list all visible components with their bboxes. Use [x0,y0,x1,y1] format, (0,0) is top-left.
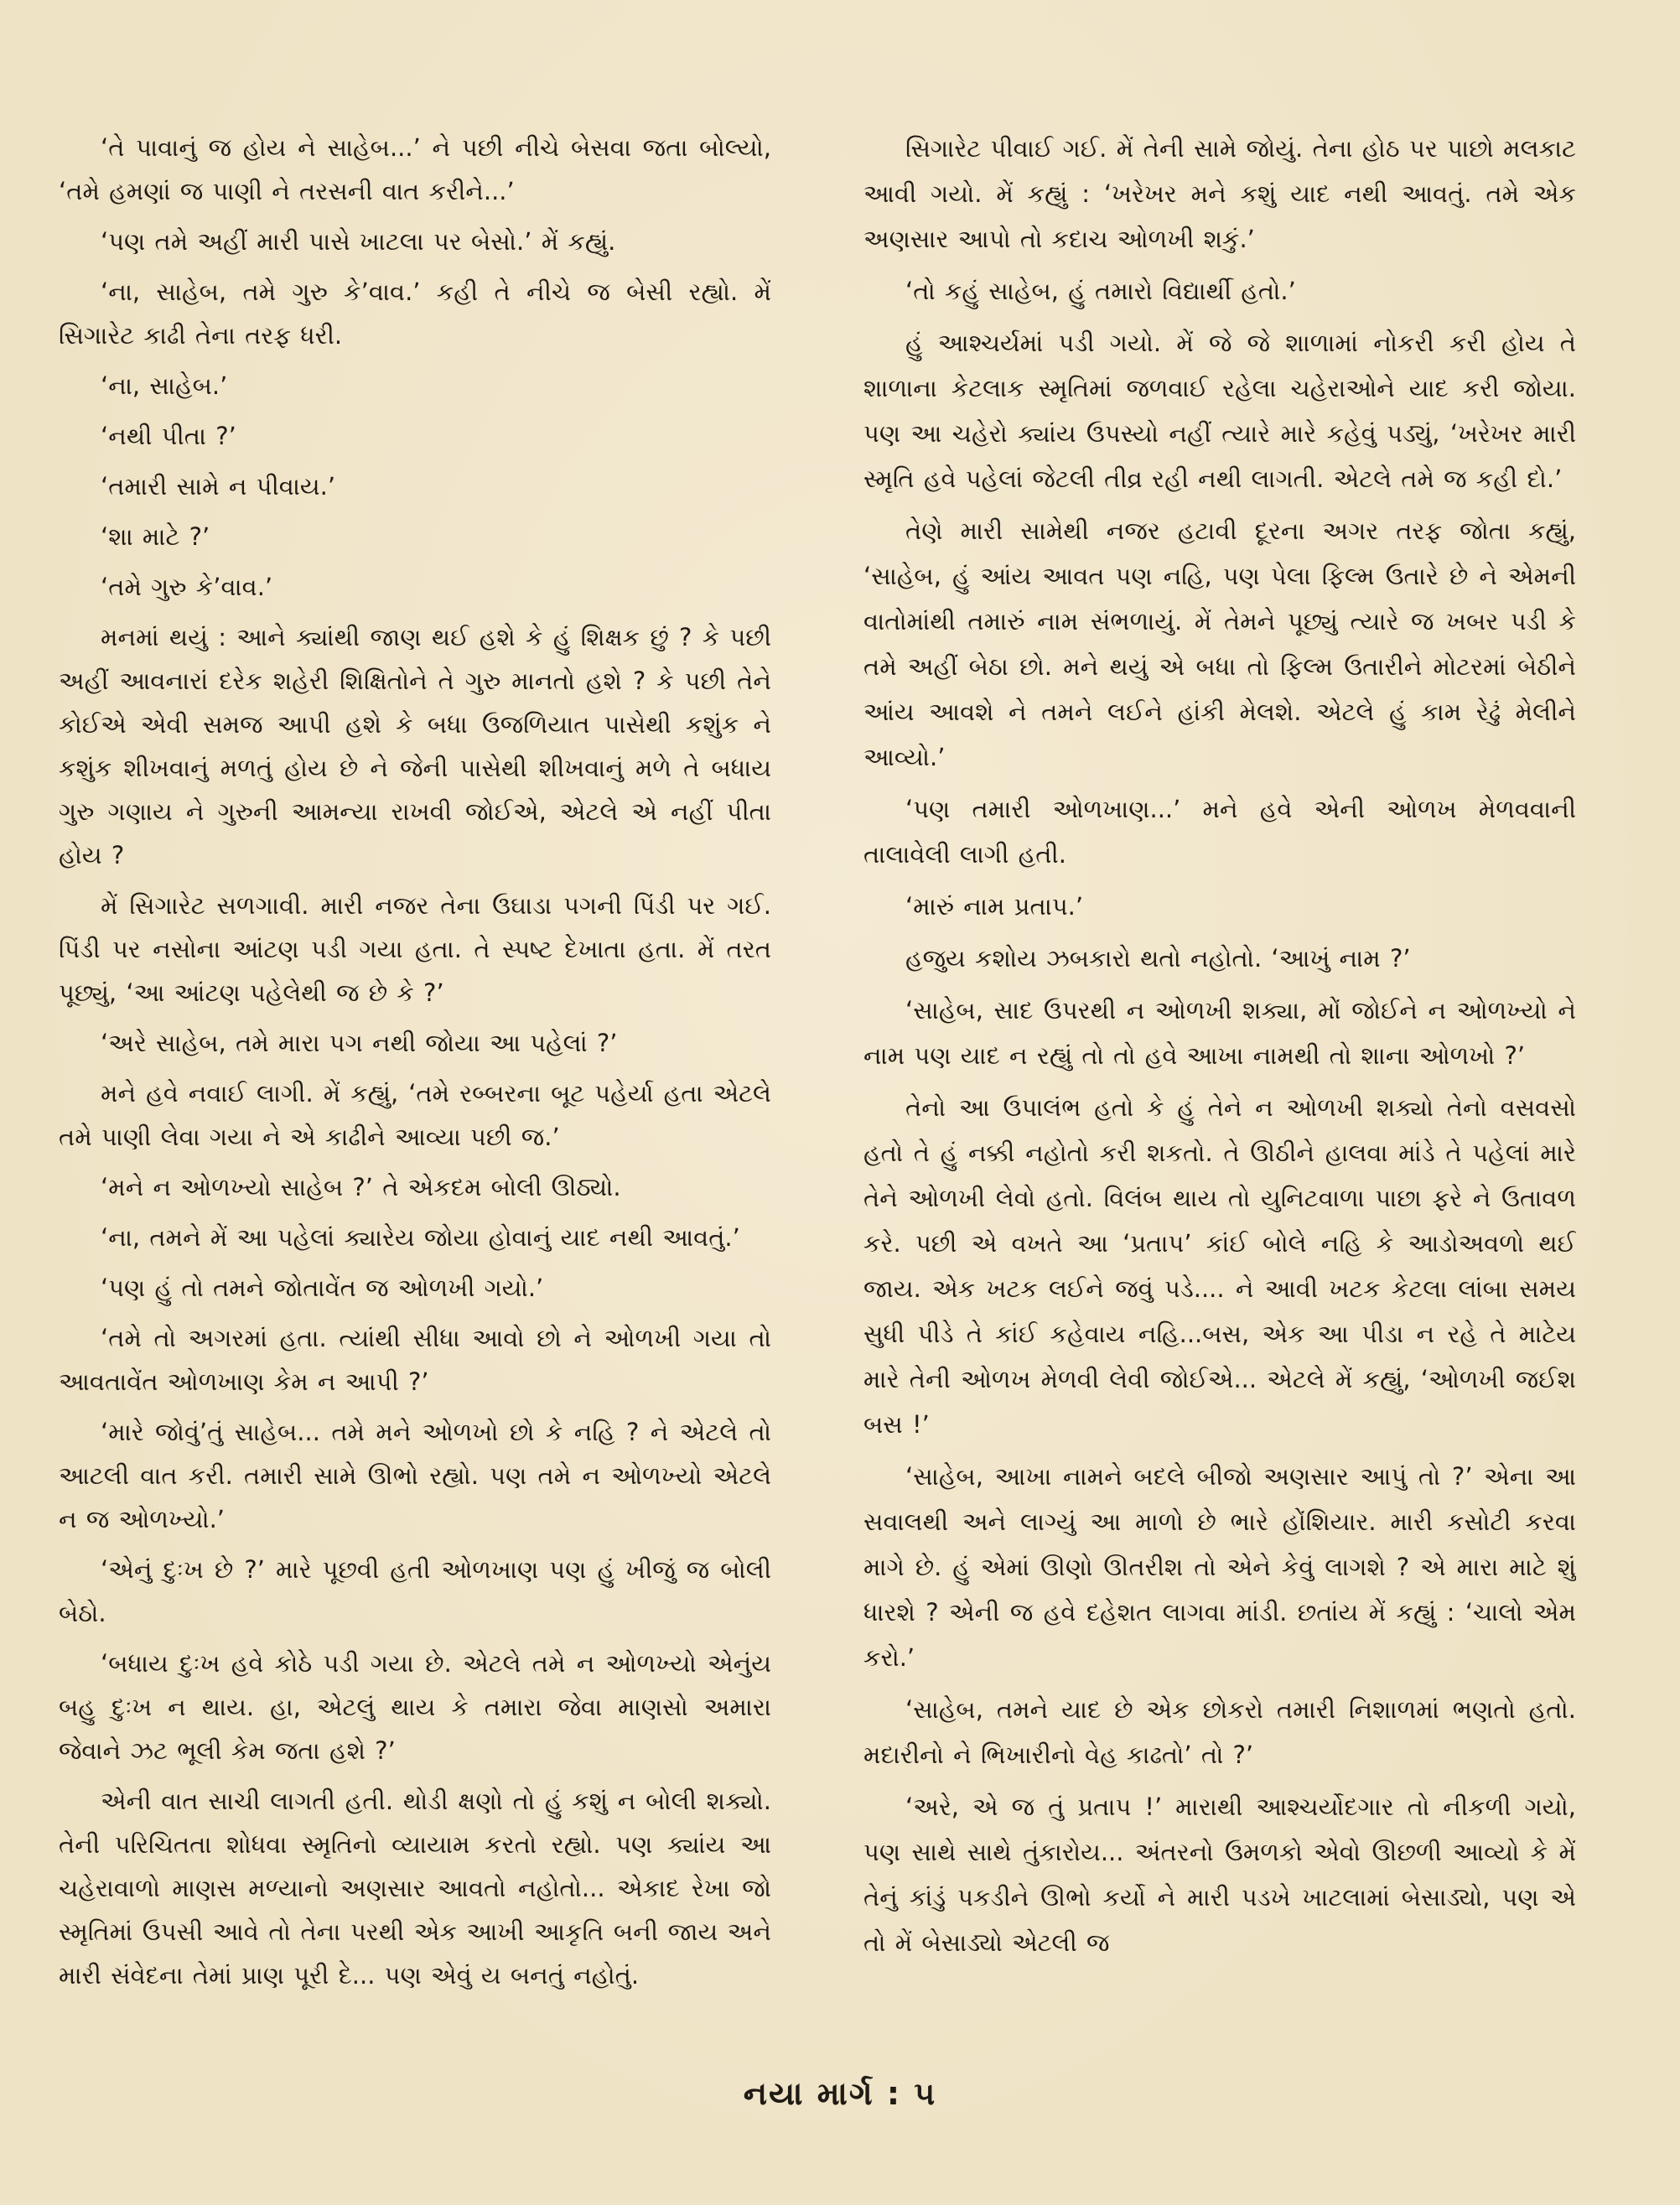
paragraph: ‘ના, સાહેબ.’ [101,371,228,400]
paragraph: ‘બધાય દુઃખ હવે કોઠે પડી ગયા છે. એટલે તમે ન ઓળખ્યો એનુંય બહુ દુઃખ ન થાય. હા, એટલું થાય કે તમારા જેવા માણસો અમારા જેવાને ઝટ ભૂલી કેમ જતા હશે ?’ [59,1649,771,1765]
paragraph: ‘ના, સાહેબ, તમે ગુરુ કે’વાવ.’ કહી તે નીચે જ બેસી રહ્યો. મેં સિગારેટ કાઢી તેના તરફ ધરી. [59,278,771,350]
left-column [59,126,771,2012]
paragraph: ‘સાહેબ, આખા નામને બદલે બીજો અણસાર આપું તો ?’ એના આ સવાલથી અને લાગ્યું આ માળો છે ભારે હોંશિયાર. મારી કસોટી કરવા માગે છે. હું એમાં ઊણો ઊતરીશ તો એને કેવું લાગશે ? એ મારા માટે શું ધારશે ? એની જ હવે દહેશત લાગવા માંડી. છતાંય મેં કહ્યું : ‘ચાલો એમ કરો.’ [863,1462,1576,1672]
page-footer: નયા માર્ગ : ૫ [743,2075,937,2112]
paragraph: મેં સિગારેટ સળગાવી. મારી નજર તેના ઉઘાડા પગની પિંડી પર ગઈ. પિંડી પર નસોના આંટણ પડી ગયા હતા. તે સ્પષ્ટ દેખાતા હતા. મેં તરત પૂછ્યું, ‘આ આંટણ પહેલેથી જ છે કે ?’ [59,891,771,1007]
paragraph: ‘મને ન ઓળખ્યો સાહેબ ?’ તે એકદમ બોલી ઊઠ્યો. [101,1173,621,1201]
paragraph: ‘મારે જોવું’તું સાહેબ... તમે મને ઓળખો છો કે નહિ ? ને એટલે તો આટલી વાત કરી. તમારી સામે ઊભો રહ્યો. પણ તમે ન ઓળખ્યો એટલે ન જ ઓળખ્યો.’ [59,1418,771,1533]
paragraph: સિગારેટ પીવાઈ ગઈ. મેં તેની સામે જોયું. તેના હોઠ પર પાછો મલકાટ આવી ગયો. મેં કહ્યું : ‘ખરેખર મને કશું યાદ નથી આવતું. તમે એક અણસાર આપો તો કદાચ ઓળખી શકું.’ [863,134,1576,253]
paragraph: હજુય કશોય ઝબકારો થતો નહોતો. ‘આખું નામ ?’ [905,944,1411,973]
paragraph: એની વાત સાચી લાગતી હતી. થોડી ક્ષણો તો હું કશું ન બોલી શક્યો. તેની પરિચિતતા શોધવા સ્મૃતિનો વ્યાયામ કરતો રહ્યો. પણ ક્યાંય આ ચહેરાવાળો માણસ મળ્યાનો અણસાર આવતો નહોતો... એકાદ રેખા જો સ્મૃતિમાં ઉપસી આવે તો તેના પરથી એક આખી આકૃતિ બની જાય અને મારી સંવેદના તેમાં પ્રાણ પૂરી દે... પણ એવું ય બનતું નહોતું. [59,1787,771,1990]
paragraph: ‘સાહેબ, તમને યાદ છે એક છોકરો તમારી નિશાળમાં ભણતો હતો. મદારીનો ને ભિખારીનો વેહ કાઢતો’ તો ?’ [863,1695,1576,1769]
paragraph: તેણે મારી સામેથી નજર હટાવી દૂરના અગર તરફ જોતા કહ્યું, ‘સાહેબ, હું આંય આવત પણ નહિ, પણ પેલા ફિલ્મ ઉતારે છે ને એમની વાતોમાંથી તમારું નામ સંભળાયું. મેં તેમને પૂછ્યું ત્યારે જ ખબર પડી કે તમે અહીં બેઠા છો. મને થયું એ બધા તો ફિલ્મ ઉતારીને મોટરમાં બેઠીને આંય આવશે ને તમને લઈને હાંકી મેલશે. એટલે હું કામ રેઢું મેલીને આવ્યો.’ [863,516,1576,771]
paragraph: તેનો આ ઉપાલંભ હતો કે હું તેને ન ઓળખી શક્યો તેનો વસવસો હતો તે હું નક્કી નહોતો કરી શકતો. તે ઊઠીને હાલવા માંડે તે પહેલાં મારે તેને ઓળખી લેવો હતો. વિલંબ થાય તો યુનિટવાળા પાછા ફરે ને ઉતાવળ કરે. પછી એ વખતે આ ‘પ્રતાપ’ કાંઈ બોલે નહિ કે આડોઅવળો થઈ જાય. એક ખટક લઈને જવું પડે.... ને આવી ખટક કેટલા લાંબા સમય સુધી પીડે તે કાંઈ કહેવાય નહિ...બસ, એક આ પીડા ન રહે તે માટેય મારે તેની ઓળખ મેળવી લેવી જોઈએ... એટલે મેં કહ્યું, ‘ઓળખી જઈશ બસ !’ [863,1093,1576,1439]
paragraph: ‘અરે, એ જ તું પ્રતાપ !’ મારાથી આશ્ચર્યોદગાર તો નીકળી ગયો, પણ સાથે સાથે તુંકારોય... અંતરનો ઉમળકો એવો ઊછળી આવ્યો કે મેં તેનું કાંડું પકડીને ઊભો કર્યો ને મારી પડખે ખાટલામાં બેસાડ્યો, પણ એ તો મેં બેસાડ્યો એટલી જ [863,1793,1576,1957]
paragraph: ‘તો કહું સાહેબ, હું તમારો વિદ્યાર્થી હતો.’ [905,277,1296,305]
paragraph: ‘ના, તમને મેં આ પહેલાં ક્યારેય જોયા હોવાનું યાદ નથી આવતું.’ [101,1223,740,1252]
paragraph: ‘શા માટે ?’ [101,522,210,551]
paragraph: ‘પણ તમે અહીં મારી પાસે ખાટલા પર બેસો.’ મેં કહ્યું. [101,227,616,256]
paragraph: ‘તે પાવાનું જ હોય ને સાહેબ...’ ને પછી નીચે બેસવા જતા બોલ્યો, ‘તમે હમણાં જ પાણી ને તરસની વાત કરીને...’ [59,133,771,205]
paragraph: મને હવે નવાઈ લાગી. મેં કહ્યું, ‘તમે રબ્બરના બૂટ પહેર્યા હતા એટલે તમે પાણી લેવા ગયા ને એ કાઢીને આવ્યા પછી જ.’ [59,1079,771,1151]
paragraph: ‘મારું નામ પ્રતાપ.’ [905,892,1084,921]
paragraph: મનમાં થયું : આને ક્યાંથી જાણ થઈ હશે કે હું શિક્ષક છું ? કે પછી અહીં આવનારાં દરેક શહેરી શિક્ષિતોને તે ગુરુ માનતો હશે ? કે પછી તેને કોઈએ એવી સમજ આપી હશે કે બધા ઉજળિયાત પાસેથી કશુંક ને કશુંક શીખવાનું મળતું હોય છે ને જેની પાસેથી શીખવાનું મળે તે બધાય ગુરુ ગણાય ને ગુરુની આમન્યા રાખવી જોઈએ, એટલે એ નહીં પીતા હોય ? [59,623,771,869]
paragraph: ‘પણ હું તો તમને જોતાવેંત જ ઓળખી ગયો.’ [101,1274,544,1302]
paragraph: ‘અરે સાહેબ, તમે મારા પગ નથી જોયા આ પહેલાં ?’ [101,1029,618,1057]
paragraph: ‘તમારી સામે ન પીવાય.’ [101,472,336,501]
paragraph: ‘એનું દુઃખ છે ?’ મારે પૂછવી હતી ઓળખાણ પણ હું ખીજું જ બોલી બેઠો. [59,1555,771,1627]
paragraph: ‘તમે તો અગરમાં હતા. ત્યાંથી સીધા આવો છો ને ઓળખી ગયા તો આવતાવેંત ઓળખાણ કેમ ન આપી ?’ [59,1324,771,1396]
right-column [863,126,1576,2012]
paragraph: ‘તમે ગુરુ કે’વાવ.’ [101,573,273,601]
paragraph: ‘સાહેબ, સાદ ઉપરથી ન ઓળખી શક્યા, મોં જોઈને ન ઓળખ્યો ને નામ પણ યાદ ન રહ્યું તો તો હવે આખા નામથી તો શાના ઓળખો ?’ [863,996,1576,1070]
paragraph: ‘નથી પીતા ?’ [101,422,236,450]
paragraph: હું આશ્ચર્યમાં પડી ગયો. મેં જે જે શાળામાં નોકરી કરી હોય તે શાળાના કેટલાક સ્મૃતિમાં જળવાઈ રહેલા ચહેરાઓને યાદ કરી જોયા. પણ આ ચહેરો ક્યાંય ઉપસ્યો નહીં ત્યારે મારે કહેવું પડ્યું, ‘ખરેખર મારી સ્મૃતિ હવે પહેલાં જેટલી તીવ્ર રહી નથી લાગતી. એટલે તમે જ કહી દો.’ [863,329,1576,493]
paragraph: ‘પણ તમારી ઓળખાણ...’ મને હવે એની ઓળખ મેળવવાની તાલાવેલી લાગી હતી. [863,795,1576,869]
